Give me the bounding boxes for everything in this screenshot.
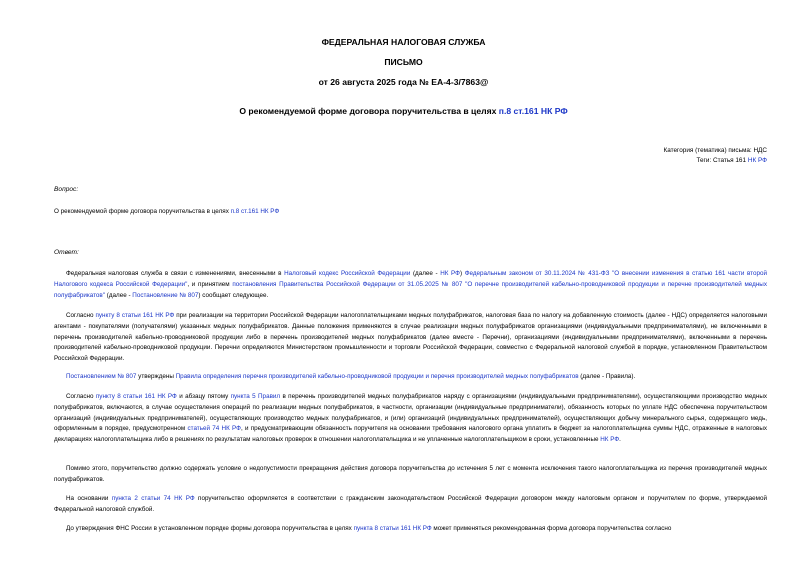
- agency-name: ФЕДЕРАЛЬНАЯ НАЛОГОВАЯ СЛУЖБА: [321, 37, 486, 47]
- p1-link-nk[interactable]: НК РФ: [440, 270, 460, 277]
- answer-paragraph-6: [54, 494, 767, 516]
- p7-text: До утверждения ФНС России в установленном порядке формы договора поручительства в целях: [66, 525, 354, 532]
- p4-text: и абзацу пятому: [176, 393, 231, 400]
- p4-text: в перечень производителей медных полуфабрикатов наряду с организациями (индивидуальными предпринимателями), осуществляющими производство медных полуфабрикатов, включаются, в случае осуществления операций по реализации медных полуфабрикатов, в частности, организации (индивидуальные предприниматели), обязанность которых по уплате НДС обеспечена поручительством организаций (индивидуальных предпринимателей), осуществляющих производство медных полуфабрикатов, и (или) организаций (индивидуальных предпринимателей), осуществляющих добычу минерального сырья, содержащего медь, оформленным в порядке, предусмотренном: [54, 393, 768, 433]
- p1-text: , и принятием: [187, 280, 233, 288]
- p4-link-article-74[interactable]: статьей 74 НК РФ: [187, 425, 241, 433]
- p4-link-nk[interactable]: НК РФ: [600, 436, 620, 444]
- question-text: [54, 207, 767, 218]
- tags-text: Теги: Статья 161: [696, 157, 748, 164]
- question-label: Вопрос:: [54, 186, 79, 193]
- p4-text: , и предусматривающим обязанность поручителя на основании требования налогового органа уплатить в бюджет за налогоплательщика суммы НДС, отраженные в налоговых декларациях налогоплательщика либо в решениях по результатам налоговых проверок в отношении налогоплательщика и не уплаченные налогоплательщиком в сроки, установленные: [54, 425, 767, 444]
- p6-link-article-74[interactable]: пункта 2 статьи 74 НК РФ: [111, 495, 195, 502]
- p1-text: Федеральная налоговая служба в связи с изменениями, внесенными в: [66, 270, 285, 277]
- p6-text: На основании: [66, 495, 112, 502]
- doc-type: ПИСЬМО: [384, 57, 423, 67]
- answer-paragraph-2: [54, 311, 767, 365]
- p1-text: ): [459, 270, 465, 277]
- p1-text: (далее -: [410, 270, 441, 277]
- p1-link-resolution[interactable]: постановления Правительства Российской Федерации от 31.05.2025 № 807 "О перечне производителей кабельно-проводниковой продукции и перечне производителей медных полуфабрикатов": [54, 280, 767, 299]
- letter-meta: [664, 146, 768, 166]
- p1-text: ) сообщает следующее.: [198, 291, 269, 299]
- p1-link-tax-code[interactable]: Налоговый кодекс Российской Федерации: [284, 270, 411, 277]
- p2-link-article[interactable]: пункту 8 статьи 161 НК РФ: [95, 312, 175, 319]
- answer-paragraph-1: [54, 269, 767, 301]
- p7-text: может применяться рекомендованная форма договора поручительства согласно: [431, 525, 672, 532]
- p3-link-resolution[interactable]: Постановлением № 807: [66, 373, 137, 380]
- doc-title: [0, 106, 807, 116]
- p2-text: при реализации на территории Российской Федерации налогоплательщиками медных полуфабрикатов, налоговая база по налогу на добавленную стоимость (далее - НДС) определяется налоговыми агентами - покупателями (получателями) указанных медных полуфабрикатов. Данные положения применяются в случае реализации медных полуфабрикатов организациями (индивидуальными предпринимателями), не включенными в перечень производителей кабельно-проводниковой продукции либо в перечень производителей медных полуфабрикатов (далее вместе - Перечни), организациями (индивидуальными предпринимателями), включенными в перечень производителей кабельно-проводниковой продукции. Перечни определяются Министерством промышленности и торговли Российской Федерации, совместно с Федеральной налоговой службой в порядке, установленном Правительством Российской Федерации.: [54, 312, 768, 363]
- answer-label: Ответ:: [54, 249, 79, 256]
- answer-paragraph-3: [54, 372, 767, 383]
- p4-text: Согласно: [66, 393, 96, 400]
- p1-link-resolution-807[interactable]: Постановление № 807: [132, 291, 199, 299]
- p4-link-article[interactable]: пункту 8 статьи 161 НК РФ: [95, 393, 177, 400]
- question-text-body: О рекомендуемой форме договора поручительства в целях: [54, 208, 231, 215]
- doc-date-number: от 26 августа 2025 года № ЕА-4-3/7863@: [318, 77, 489, 87]
- p3-text: (далее - Правила).: [578, 373, 636, 380]
- tags-link[interactable]: НК РФ: [747, 157, 767, 164]
- answer-paragraph-7: [54, 524, 767, 535]
- answer-paragraph-4: [54, 392, 767, 446]
- p7-link-article[interactable]: пункта 8 статьи 161 НК РФ: [353, 525, 432, 532]
- p3-link-rules[interactable]: Правила определения перечня производителей кабельно-проводниковой продукции и перечня производителей медных полуфабрикатов: [175, 373, 579, 380]
- letter-category: Категория (тематика) письма: НДС: [663, 147, 767, 154]
- p6-text: поручительство оформляется в соответствии с гражданским законодательством Российской Федерации договором между налоговым органом и поручителем по форме, утверждаемой Федеральной налоговой службой.: [54, 495, 767, 513]
- p4-text: .: [619, 436, 621, 444]
- title-link[interactable]: п.8 ст.161 НК РФ: [498, 106, 568, 116]
- p2-text: Согласно: [66, 312, 96, 319]
- title-text: О рекомендуемой форме договора поручительства в целях: [239, 106, 499, 116]
- p1-link-federal-law[interactable]: Федеральным законом от 30.11.2024 № 431-ФЗ "О внесении изменения в статью 161 части второй Налогового кодекса Российской Федерации": [54, 270, 768, 288]
- answer-paragraph-5: Помимо этого, поручительство должно содержать условие о недопустимости прекращения действия договора поручительства до истечения 5 лет с момента исключения такого налогоплательщика из перечня производителей медных полуфабрикатов.: [54, 465, 767, 483]
- letter-tags: [664, 156, 768, 166]
- p3-text: утверждены: [136, 373, 176, 380]
- p1-text: (далее -: [105, 291, 133, 299]
- question-link[interactable]: п.8 ст.161 НК РФ: [230, 208, 280, 215]
- p4-link-rules[interactable]: пункта 5 Правил: [230, 393, 281, 400]
